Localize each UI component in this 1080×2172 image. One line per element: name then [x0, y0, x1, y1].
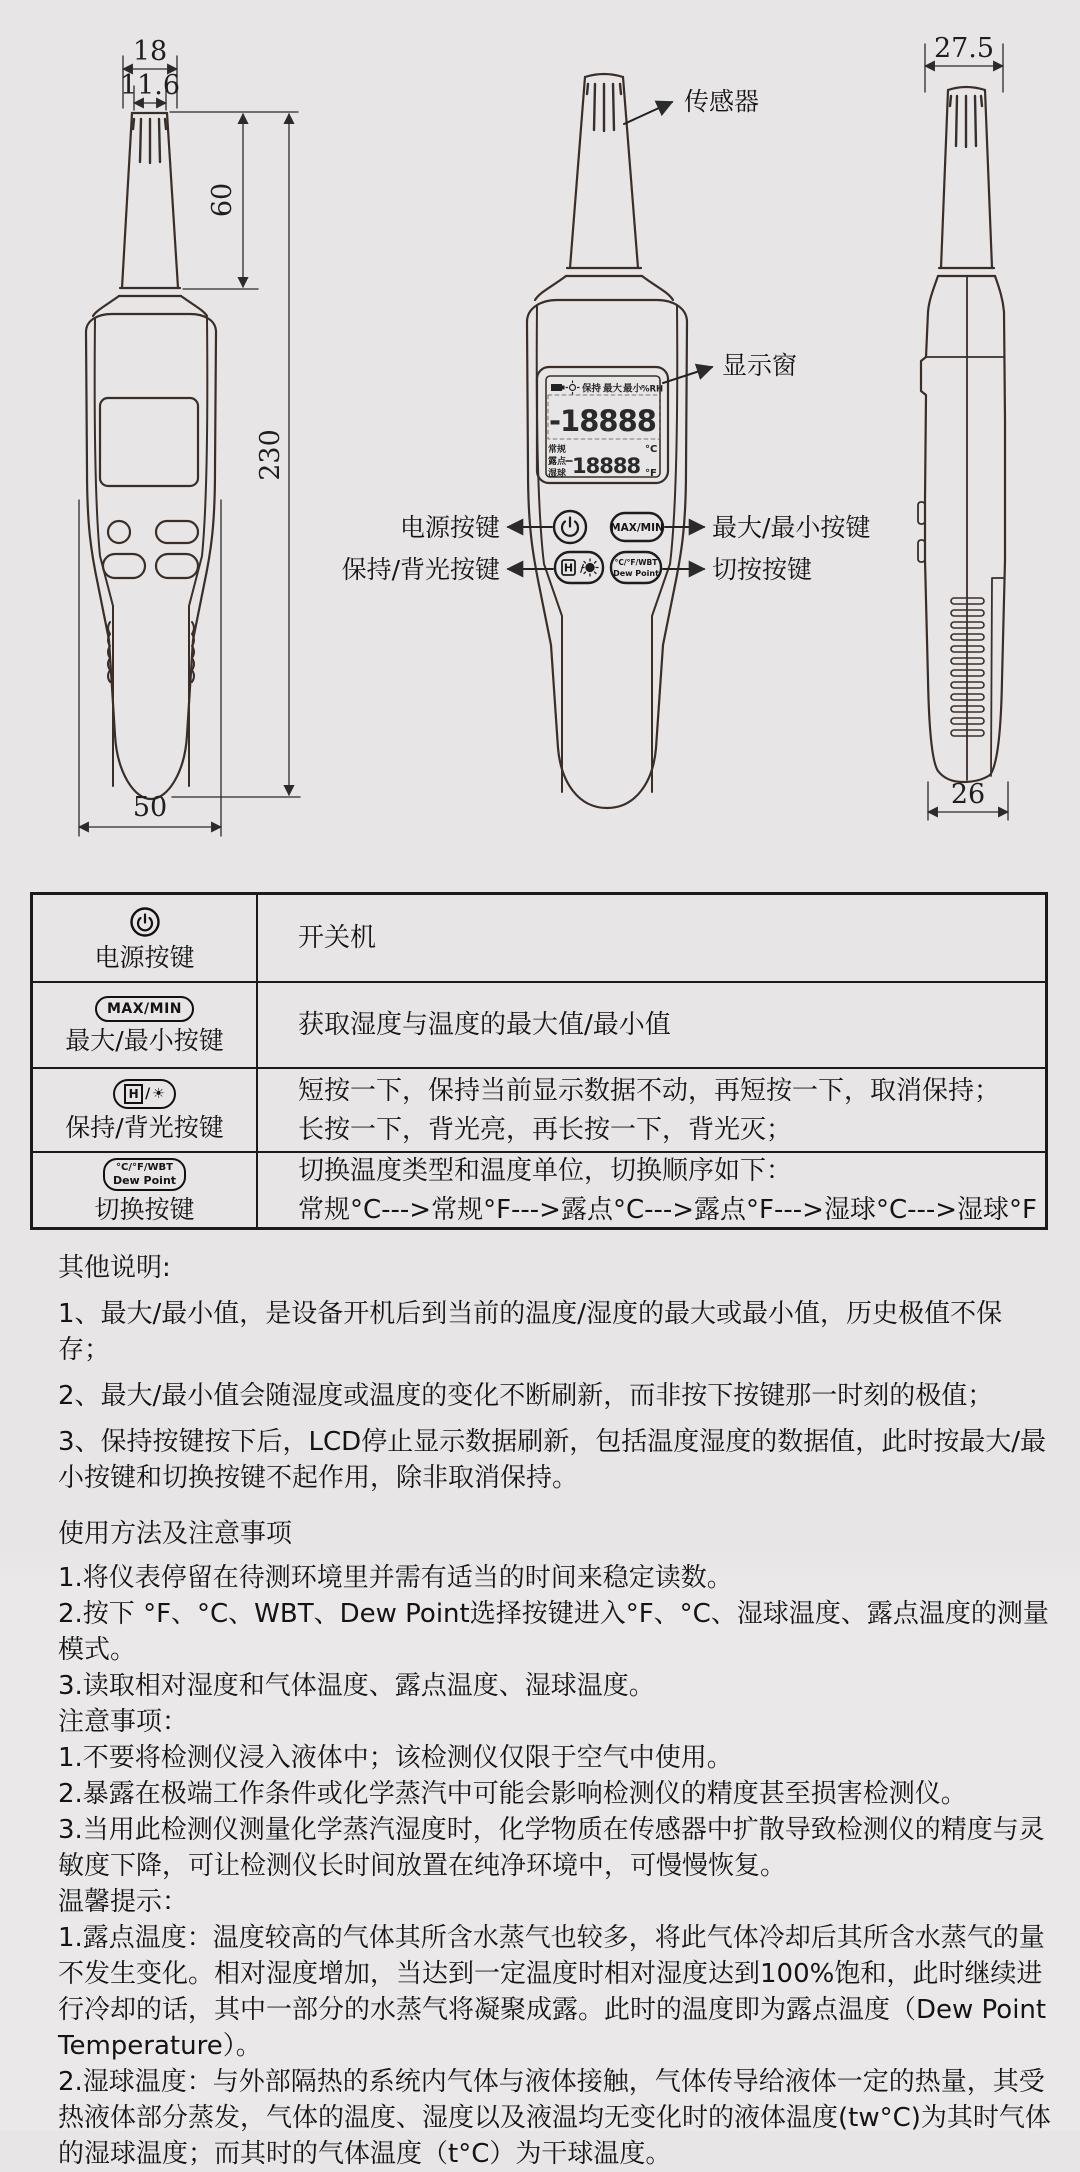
dim-top-width: 18: [132, 36, 168, 67]
table-row: [33, 1151, 1045, 1227]
note-item: 2、最大/最小值会随湿度或温度的变化不断刷新，而非按下按键那一时刻的极值；: [58, 1381, 994, 1411]
switch-button: [611, 552, 661, 583]
power-icon: [128, 905, 162, 939]
dim-bottom-width: 50: [132, 792, 168, 823]
svg-text:°F: °F: [645, 468, 657, 479]
svg-text:°C: °C: [645, 444, 658, 455]
usage-header: 使用方法及注意事项: [58, 1519, 293, 1549]
row-description: 短按一下，保持当前显示数据不动，再短按一下，取消保持；: [298, 1075, 1001, 1106]
button-function-table: [30, 892, 1048, 1230]
callout-display-window: 显示窗: [722, 351, 798, 380]
svg-text:最大: 最大: [603, 383, 623, 395]
callout-max-min-button: 最大/最小按键: [712, 513, 871, 542]
svg-text:常规: 常规: [548, 445, 567, 455]
device-drawings: [0, 0, 1080, 870]
tips-header: 温馨提示：: [58, 1887, 189, 1917]
caution-header: 注意事项：: [58, 1707, 189, 1737]
side-view-drawing: [918, 87, 1005, 782]
table-row: [33, 981, 1045, 1067]
row-button-name: 最大/最小按键: [65, 1026, 224, 1055]
svg-text:最小: 最小: [623, 383, 643, 395]
sensor-slots-center: [587, 84, 621, 131]
lcd-main-reading: -18888: [549, 404, 656, 438]
table-row: [33, 895, 1045, 981]
sensor-slots-side: [950, 96, 982, 147]
callout-sensor: 传感器: [684, 87, 760, 116]
switch-button-icon: °C/°F/WBT Dew Point: [103, 1158, 186, 1191]
front-maxmin-button: [156, 521, 198, 543]
row-description: 常规°C--->常规°F--->露点°C--->露点°F--->湿球°C--->湿球°F: [298, 1194, 1037, 1225]
row-description: 长按一下，背光亮，再长按一下，背光灭；: [298, 1114, 793, 1145]
center-view-drawing: [527, 74, 687, 808]
svg-text:°C/°F/WBT: °C/°F/WBT: [614, 558, 658, 567]
caution-item: 2.暴露在极端工作条件或化学蒸汽中可能会影响检测仪的精度甚至损害检测仪。: [58, 1779, 967, 1809]
other-notes-header: 其他说明:: [58, 1253, 171, 1283]
sensor-slots-front: [133, 119, 166, 163]
svg-text:/: /: [580, 562, 585, 575]
caution-item: 3.当用此检测仪测量化学蒸汽湿度时，化学物质在传感器中扩散导致检测仪的精度与灵敏度下降，可让检测仪长时间放置在纯净环境中，可慢慢恢复。: [58, 1815, 1045, 1881]
svg-text:MAX/MIN: MAX/MIN: [610, 522, 664, 534]
usage-item: 1.将仪表停留在待测环境里并需有适当的时间来稳定读数。: [58, 1563, 733, 1593]
usage-item: 2.按下 °F、°C、WBT、Dew Point选择按键进入°F、°C、湿球温度、露点温度的测量模式。: [58, 1599, 1049, 1665]
caution-item: 1.不要将检测仪浸入液体中；该检测仪仅限于空气中使用。: [58, 1743, 733, 1773]
table-row: [33, 1067, 1045, 1151]
dim-total-height: 230: [255, 429, 286, 481]
svg-text:保持: 保持: [582, 383, 602, 395]
front-power-button: [108, 521, 130, 543]
hold-backlight-button-icon: H / ☀: [113, 1079, 176, 1109]
dim-side-bottom-width: 26: [950, 779, 986, 810]
front-screen: [100, 398, 198, 486]
svg-text:露点: 露点: [548, 457, 567, 467]
row-button-name: 电源按键: [94, 943, 195, 972]
lcd-content: [548, 381, 663, 479]
front-view-drawing: [86, 113, 216, 799]
svg-text:%RH: %RH: [641, 384, 664, 395]
front-switch-button: [156, 554, 198, 578]
dim-inner-width: 11.6: [119, 70, 181, 101]
callout-switch-button: 切按按键: [712, 555, 813, 584]
maxmin-button-icon: MAX/MIN: [95, 996, 194, 1022]
grip-scallops: [108, 622, 194, 682]
tip-item: 2.湿球温度：与外部隔热的系统内气体与液体接触，气体传导给液体一定的热量，其受热液体部分蒸发，气体的温度、湿度以及液温均无变化时的液体温度(tw°C)为其时气体的湿球温度；而其时的气体温度（t°C）为干球温度。: [58, 2067, 1051, 2169]
svg-text:Dew Point: Dew Point: [613, 569, 659, 578]
callout-power-button: 电源按键: [399, 513, 500, 542]
lcd-sub-reading: 18888: [572, 454, 641, 478]
svg-text:湿球: 湿球: [548, 469, 567, 479]
row-description: 开关机: [298, 923, 377, 953]
row-description: 切换温度类型和温度单位，切换顺序如下：: [298, 1155, 793, 1186]
dim-side-top-width: 27.5: [933, 33, 995, 64]
note-item: 1、最大/最小值，是设备开机后到当前的温度/湿度的最大或最小值，历史极值不保存；: [58, 1299, 1003, 1365]
tip-item: 1.露点温度：温度较高的气体其所含水蒸气也较多，将此气体冷却后其所含水蒸气的量不发生变化。相对湿度增加，当达到一定温度时相对湿度达到100%饱和，此时继续进行冷却的话，其中一部分的水蒸气将凝聚成露。此时的温度即为露点温度（Dew Point Temperature）。: [58, 1923, 1047, 2061]
note-item: 3、保持按键按下后，LCD停止显示数据刷新，包括温度湿度的数据值，此时按最大/最小按键和切换按键不起作用，除非取消保持。: [58, 1427, 1046, 1493]
svg-text:H: H: [563, 561, 574, 575]
callout-hold-backlight-button: 保持/背光按键: [341, 555, 500, 584]
front-hold-button: [103, 554, 145, 578]
bulb-icon: [582, 559, 598, 576]
notes-section: [58, 1250, 1054, 2172]
dim-sensor-length: 60: [207, 182, 238, 218]
row-button-name: 切换按键: [94, 1194, 195, 1224]
usage-item: 3.读取相对湿度和气体温度、露点温度、湿球温度。: [58, 1671, 655, 1701]
row-button-name: 保持/背光按键: [65, 1113, 224, 1142]
bulb-icon: ☀: [152, 1086, 165, 1102]
row-description: 获取湿度与温度的最大值/最小值: [298, 1010, 671, 1040]
backlight-icon: [566, 381, 579, 394]
